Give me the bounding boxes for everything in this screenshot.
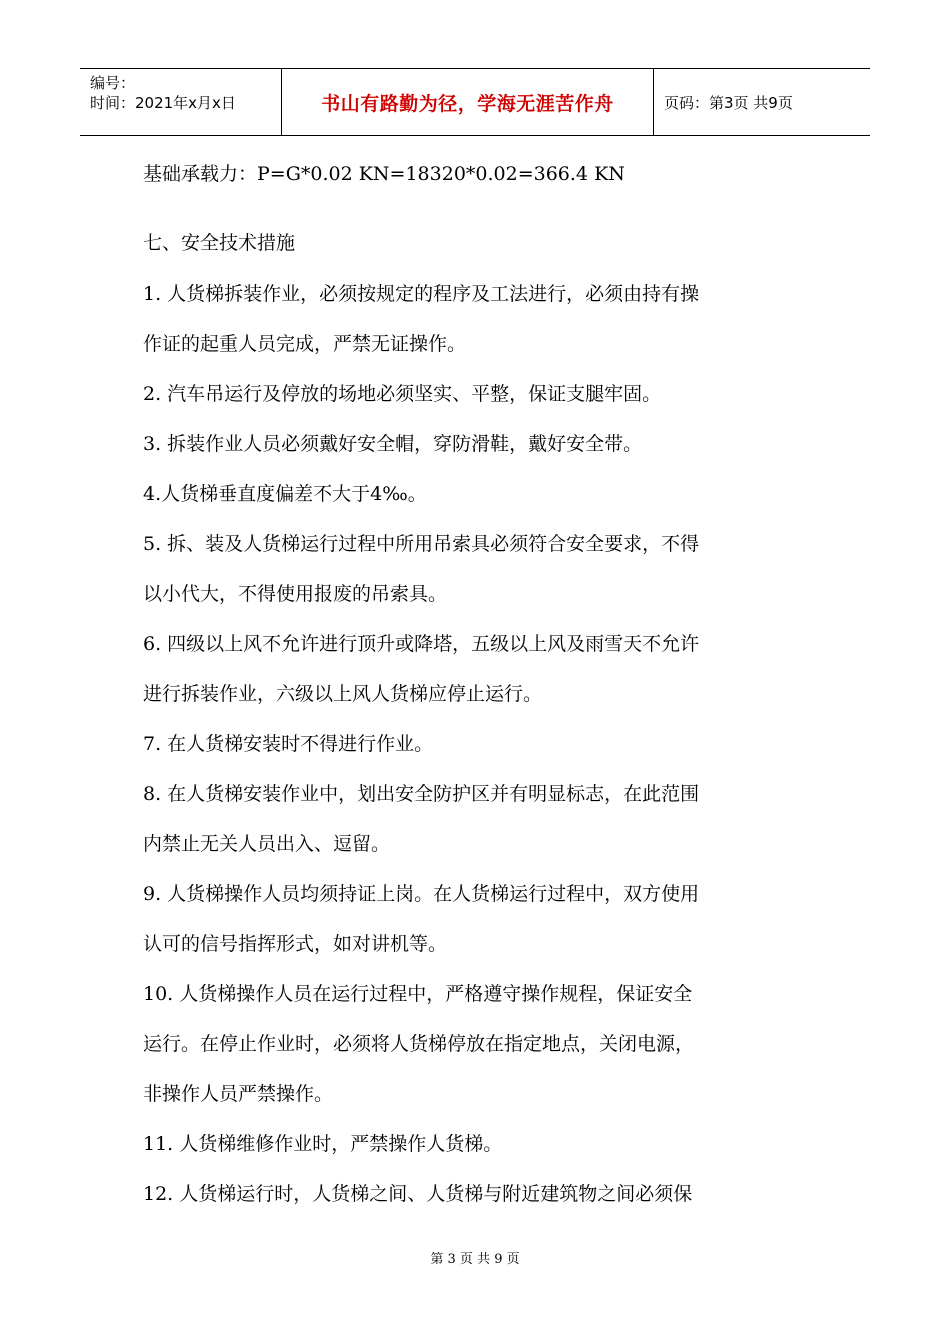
text-line: 非操作人员严禁操作。 bbox=[143, 1083, 334, 1105]
text-line: 7. 在人货梯安装时不得进行作业。 bbox=[143, 733, 434, 755]
header-page-cell bbox=[654, 69, 870, 135]
document-body bbox=[143, 162, 823, 1207]
text-line: 9. 人货梯操作人员均须持证上岗。在人货梯运行过程中，双方使用 bbox=[143, 883, 700, 905]
formula-line: 基础承载力：P=G*0.02 KN=18320*0.02=366.4 KN bbox=[143, 163, 625, 185]
text-line: 以小代大，不得使用报废的吊索具。 bbox=[143, 583, 448, 605]
text-line: 1. 人货梯拆装作业，必须按规定的程序及工法进行，必须由持有操 bbox=[143, 283, 700, 305]
text-line: 12. 人货梯运行时，人货梯之间、人货梯与附近建筑物之间必须保 bbox=[143, 1183, 693, 1205]
text-line: 8. 在人货梯安装作业中，划出安全防护区并有明显标志，在此范围 bbox=[143, 783, 700, 805]
page-footer: 第 3 页 共 9 页 bbox=[430, 1252, 520, 1267]
text-line: 作证的起重人员完成，严禁无证操作。 bbox=[143, 333, 467, 355]
doc-number-label: 编号： bbox=[90, 74, 136, 92]
text-line: 3. 拆装作业人员必须戴好安全帽，穿防滑鞋，戴好安全带。 bbox=[143, 433, 643, 455]
header-meta-cell bbox=[80, 69, 282, 135]
section-heading: 七、安全技术措施 bbox=[143, 232, 296, 254]
header-page-info: 页码：第3页 共9页 bbox=[664, 93, 793, 112]
text-line: 4.人货梯垂直度偏差不大于4‰。 bbox=[143, 483, 427, 505]
page-header bbox=[80, 68, 870, 136]
text-line: 6. 四级以上风不允许进行顶升或降塔，五级以上风及雨雪天不允许 bbox=[143, 633, 700, 655]
header-motto: 书山有路勤为径，学海无涯苦作舟 bbox=[321, 92, 614, 115]
text-line: 10. 人货梯操作人员在运行过程中，严格遵守操作规程，保证安全 bbox=[143, 983, 693, 1005]
text-line: 11. 人货梯维修作业时，严禁操作人货梯。 bbox=[143, 1133, 503, 1155]
text-line: 运行。在停止作业时，必须将人货梯停放在指定地点，关闭电源， bbox=[143, 1033, 695, 1055]
text-line: 进行拆装作业，六级以上风人货梯应停止运行。 bbox=[143, 683, 543, 705]
header-motto-cell bbox=[282, 69, 654, 135]
text-line: 认可的信号指挥形式，如对讲机等。 bbox=[143, 933, 448, 955]
doc-date: 时间：2021年x月x日 bbox=[90, 94, 236, 112]
text-line: 5. 拆、装及人货梯运行过程中所用吊索具必须符合安全要求，不得 bbox=[143, 533, 700, 555]
text-line: 2. 汽车吊运行及停放的场地必须坚实、平整，保证支腿牢固。 bbox=[143, 383, 662, 405]
text-line: 内禁止无关人员出入、逗留。 bbox=[143, 833, 391, 855]
